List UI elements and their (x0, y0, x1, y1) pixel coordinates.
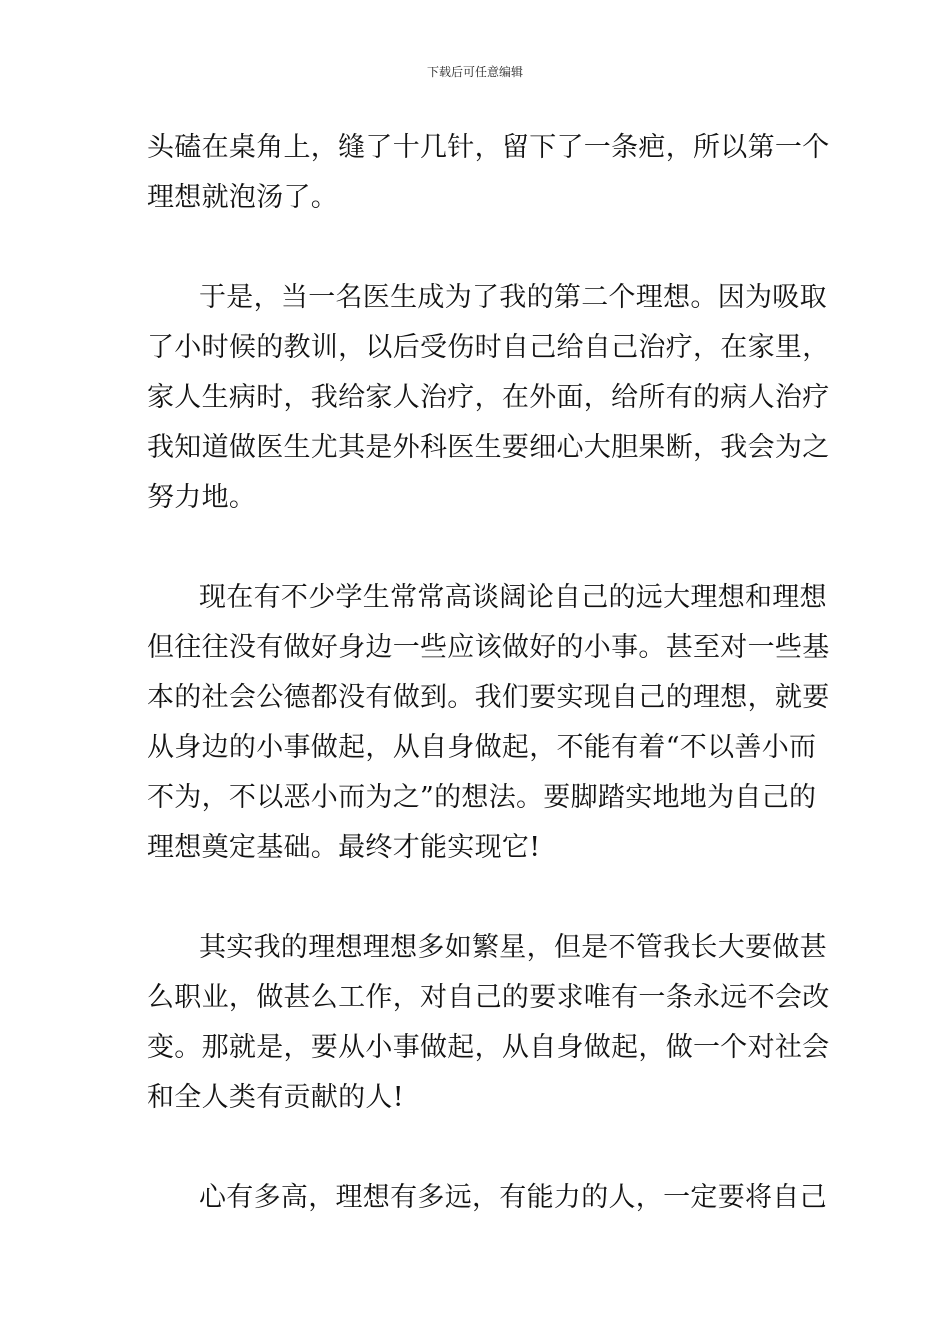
text-line: 理想就泡汤了。 (147, 182, 339, 213)
text-line: 但往往没有做好身边一些应该做好的小事。甚至对一些基 (147, 632, 830, 663)
paragraph-start-line: 现在有不少学生常常高谈阔论自己的远大理想和理想 (199, 582, 827, 613)
text-line: 努力地。 (147, 482, 257, 513)
text-line: 了小时候的教训，以后受伤时自己给自己治疗，在家里， (147, 332, 830, 363)
paragraph-start-line: 于是，当一名医生成为了我的第二个理想。因为吸取 (199, 282, 827, 313)
text-line: 从身边的小事做起，从自身做起，不能有着“不以善小而 (147, 732, 817, 763)
text-line: 本的社会公德都没有做到。我们要实现自己的理想，就要 (147, 682, 830, 713)
text-line: 家人生病时，我给家人治疗，在外面，给所有的病人治疗 (147, 382, 830, 413)
text-line: 理想奠定基础。最终才能实现它! (147, 832, 541, 863)
text-line: 么职业，做甚么工作，对自己的要求唯有一条永远不会改 (147, 982, 830, 1013)
paragraph-start-line: 其实我的理想理想多如繁星，但是不管我长大要做甚 (199, 932, 827, 963)
text-line: 和全人类有贡献的人! (147, 1082, 404, 1113)
text-line: 我知道做医生尤其是外科医生要细心大胆果断，我会为之 (147, 432, 830, 463)
text-line: 不为，不以恶小而为之”的想法。要脚踏实地地为自己的 (147, 782, 817, 813)
text-line: 变。那就是，要从小事做起，从自身做起，做一个对社会 (147, 1032, 830, 1063)
text-line: 头磕在桌角上，缝了十几针，留下了一条疤，所以第一个 (147, 132, 830, 163)
page-header: 下载后可任意编辑 (426, 65, 523, 79)
paragraph-start-line: 心有多高，理想有多远，有能力的人，一定要将自己 (199, 1182, 827, 1213)
